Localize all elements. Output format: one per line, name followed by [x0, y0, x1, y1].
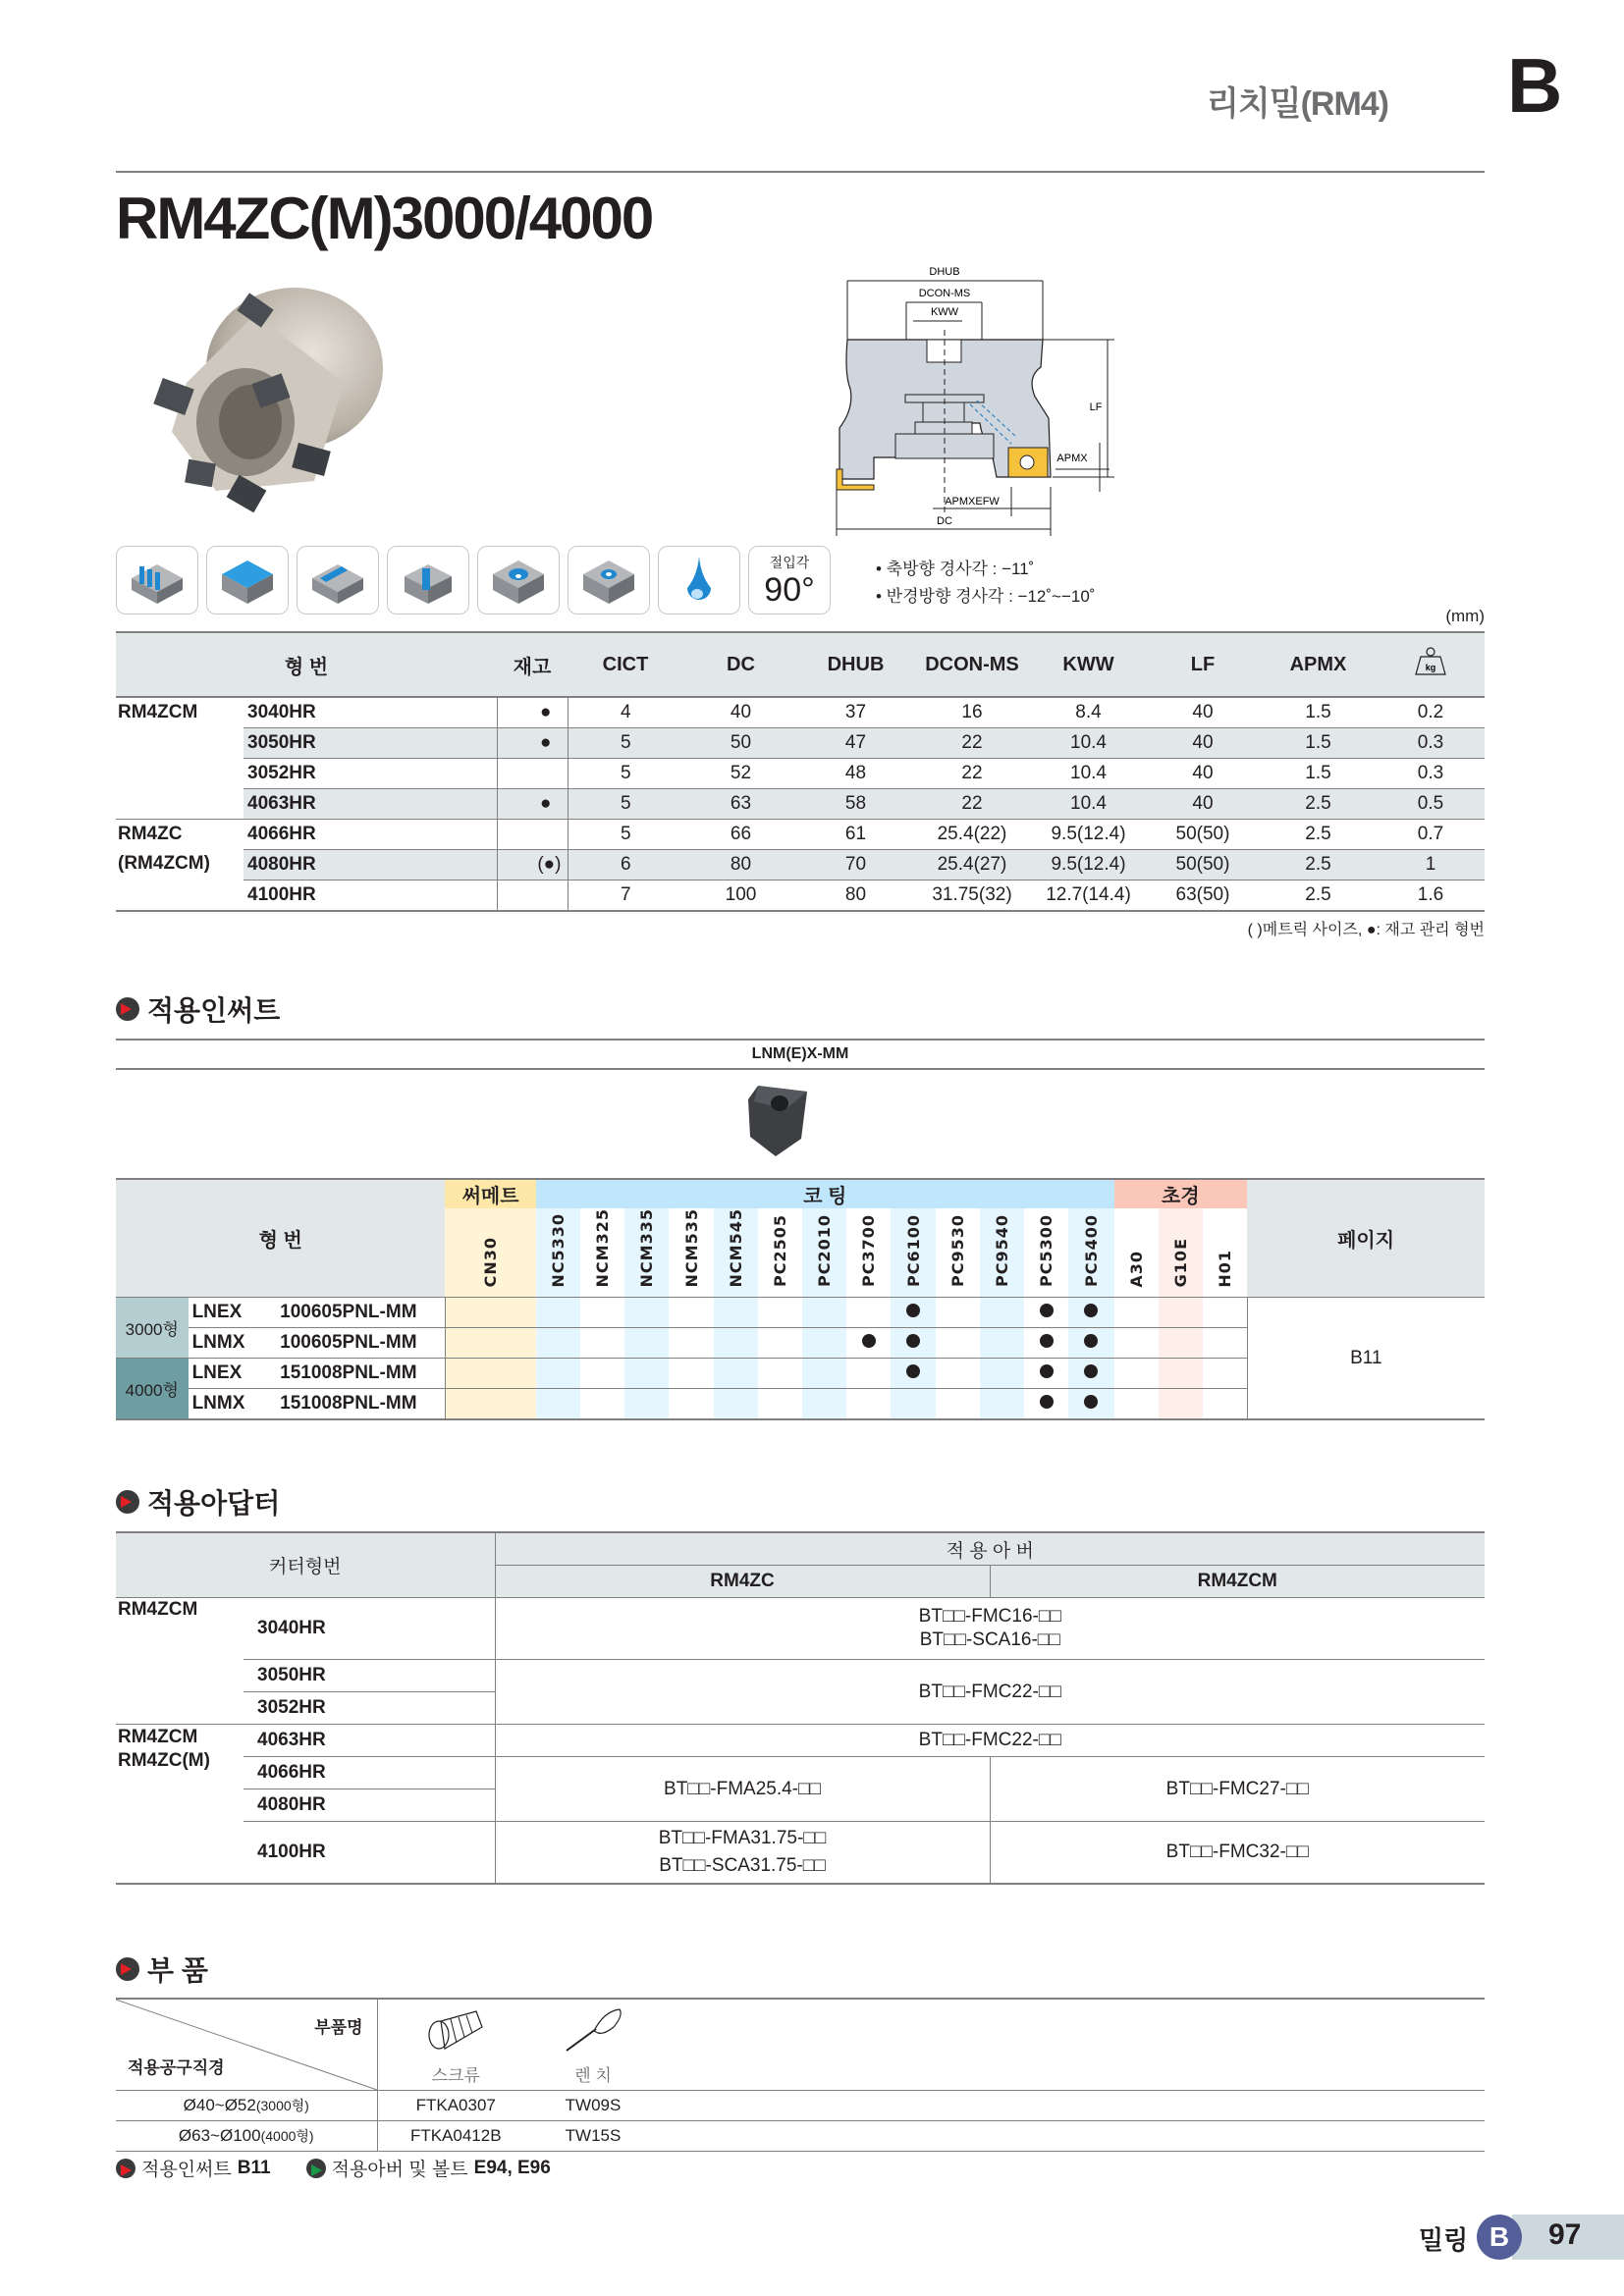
grade-col-ncm535: NCM535 — [669, 1208, 713, 1298]
grade-cell — [758, 1389, 802, 1420]
grade-cell — [1203, 1328, 1247, 1359]
spec-dc: 100 — [683, 881, 798, 912]
grade-cell — [758, 1328, 802, 1359]
grade-cell — [1068, 1298, 1113, 1328]
spec-dhub: 80 — [798, 881, 913, 912]
header-dcon: DCON-MS — [913, 632, 1031, 697]
page-title: RM4ZC(M)3000/4000 — [116, 186, 653, 251]
grade-cell — [536, 1328, 580, 1359]
insert-prefix: LNMX — [189, 1328, 281, 1359]
insert-prefix: LNEX — [189, 1359, 281, 1389]
grade-col-pc2505: PC2505 — [758, 1208, 802, 1298]
header-stock: 재고 — [497, 632, 568, 697]
grade-cell — [580, 1328, 624, 1359]
insert-code: 151008PNL-MM — [280, 1389, 445, 1420]
spec-lf: 40 — [1146, 789, 1260, 820]
adapter-model: 4066HR — [244, 1757, 495, 1789]
adapter-model: 4063HR — [244, 1725, 495, 1757]
spec-cict: 6 — [568, 850, 683, 881]
wrench-header — [534, 1999, 652, 2091]
adapter-heading-text: 적용아답터 — [147, 1488, 281, 1519]
spec-dc: 50 — [683, 728, 798, 759]
spec-stock: ● — [497, 789, 568, 820]
header-weight — [1377, 632, 1485, 697]
grade-cell — [624, 1328, 669, 1359]
spec-weight: 0.2 — [1377, 697, 1485, 728]
grade-cell — [1114, 1389, 1159, 1420]
parts-type: (4000형) — [260, 2128, 314, 2144]
grade-col-a30: A30 — [1114, 1208, 1159, 1298]
parts-section-heading — [116, 1949, 208, 1989]
insert-row — [116, 1298, 1485, 1328]
grade-cell — [980, 1359, 1024, 1389]
spec-cict: 5 — [568, 759, 683, 789]
grade-col-g10e: G10E — [1159, 1208, 1203, 1298]
spec-row — [116, 759, 1485, 789]
grade-cell — [714, 1328, 758, 1359]
grade-cell — [980, 1389, 1024, 1420]
spec-apmx: 2.5 — [1260, 881, 1377, 912]
grade-cell — [669, 1359, 713, 1389]
spec-dc: 66 — [683, 820, 798, 850]
grade-cell — [669, 1389, 713, 1420]
grade-cell — [802, 1298, 846, 1328]
grade-cell — [846, 1298, 891, 1328]
grade-col-pc5400: PC5400 — [1068, 1208, 1113, 1298]
availability-dot — [1040, 1334, 1054, 1348]
spec-dhub: 48 — [798, 759, 913, 789]
series-cell: RM4ZC (RM4ZCM) — [116, 820, 244, 912]
grade-cell — [1114, 1298, 1159, 1328]
parts-table — [116, 1998, 1485, 2152]
grade-cell — [714, 1298, 758, 1328]
ref-arbor-pages[interactable]: E94, E96 — [473, 2157, 551, 2178]
grade-cell — [980, 1298, 1024, 1328]
header-dhub: DHUB — [798, 632, 913, 697]
spec-apmx: 1.5 — [1260, 697, 1377, 728]
spec-cict: 5 — [568, 728, 683, 759]
ref-insert-page[interactable]: B11 — [237, 2157, 271, 2178]
label-dc: DC — [937, 515, 952, 527]
grade-cell — [1068, 1359, 1113, 1389]
arbor-cell: BT□□-FMA25.4-□□ — [495, 1757, 990, 1822]
coolant-drop-icon — [658, 546, 740, 614]
section-arrow-icon — [116, 1957, 139, 1981]
insert-group: 3000형 — [116, 1298, 189, 1359]
footer-references — [116, 2155, 551, 2181]
spec-dcon: 31.75(32) — [913, 881, 1031, 912]
model-cell: 4100HR — [244, 881, 497, 912]
grade-cell — [580, 1298, 624, 1328]
spec-dcon: 22 — [913, 759, 1031, 789]
grade-cell — [936, 1359, 980, 1389]
grade-col-cn30: CN30 — [445, 1208, 536, 1298]
insert-code: 151008PNL-MM — [280, 1359, 445, 1389]
svg-text:kg: kg — [1425, 663, 1436, 672]
grade-header-page: 페이지 — [1247, 1179, 1485, 1298]
spec-lf: 40 — [1146, 697, 1260, 728]
parts-screw: FTKA0412B — [377, 2121, 534, 2152]
grade-col-nc5330: NC5330 — [536, 1208, 580, 1298]
grade-col-ncm325: NCM325 — [580, 1208, 624, 1298]
spec-kww: 9.5(12.4) — [1031, 850, 1146, 881]
spec-apmx: 2.5 — [1260, 789, 1377, 820]
grade-header-model: 형 번 — [116, 1179, 445, 1298]
helical-hole-icon — [477, 546, 560, 614]
availability-dot — [1040, 1304, 1054, 1317]
grade-cell — [1024, 1328, 1068, 1359]
grade-cell — [758, 1298, 802, 1328]
footer-section-label: 밀링 — [1419, 2225, 1469, 2255]
radial-rake: • 반경방향 경사각 : −12˚~−10˚ — [876, 587, 1096, 606]
part-name-header: 부품명 — [314, 2018, 363, 2037]
entry-angle-box — [748, 546, 831, 614]
spec-kww: 10.4 — [1031, 759, 1146, 789]
grade-cell — [891, 1298, 935, 1328]
axial-rake: • 축방향 경사각 : −11˚ — [876, 560, 1035, 578]
spec-weight: 0.7 — [1377, 820, 1485, 850]
pocket-icon — [387, 546, 469, 614]
diameter-header: 적용공구직경 — [128, 2058, 225, 2077]
spec-dhub: 61 — [798, 820, 913, 850]
parts-range: Ø40~Ø52 — [183, 2096, 256, 2114]
label-lf: LF — [1089, 401, 1103, 413]
screw-label: 스크류 — [431, 2066, 480, 2085]
arbor-header: 적 용 아 버 — [495, 1532, 1485, 1566]
grade-col-pc3700: PC3700 — [846, 1208, 891, 1298]
header-divider — [116, 171, 1485, 173]
grade-cell — [536, 1359, 580, 1389]
spec-weight: 0.5 — [1377, 789, 1485, 820]
grade-cell — [1114, 1328, 1159, 1359]
spec-dc: 40 — [683, 697, 798, 728]
parts-wrench: TW15S — [534, 2121, 652, 2152]
grade-cell — [758, 1359, 802, 1389]
availability-dot — [906, 1334, 920, 1348]
grade-cell — [846, 1328, 891, 1359]
application-icons — [116, 546, 831, 614]
grade-cell — [1159, 1389, 1203, 1420]
grade-cell — [536, 1298, 580, 1328]
insert-group: 4000형 — [116, 1359, 189, 1420]
grade-cell — [624, 1298, 669, 1328]
grade-cell — [445, 1328, 536, 1359]
adapter-series-group: RM4ZCM RM4ZC(M) — [116, 1725, 244, 1885]
grade-cell — [1159, 1359, 1203, 1389]
grade-cell — [714, 1389, 758, 1420]
spec-kww: 8.4 — [1031, 697, 1146, 728]
spec-row — [116, 850, 1485, 881]
unit-label: (mm) — [1445, 607, 1485, 625]
spec-cict: 5 — [568, 789, 683, 820]
spec-lf: 40 — [1146, 759, 1260, 789]
spec-apmx: 1.5 — [1260, 759, 1377, 789]
cutter-photo — [147, 275, 393, 520]
grade-cell — [980, 1328, 1024, 1359]
entry-angle-value: 90° — [764, 571, 815, 609]
spec-apmx: 2.5 — [1260, 850, 1377, 881]
adapter-table — [116, 1531, 1485, 1885]
spec-kww: 10.4 — [1031, 789, 1146, 820]
slot-step-icon — [297, 546, 379, 614]
spec-kww: 10.4 — [1031, 728, 1146, 759]
spec-lf: 50(50) — [1146, 820, 1260, 850]
grade-cell — [669, 1298, 713, 1328]
spec-kww: 9.5(12.4) — [1031, 820, 1146, 850]
grade-cell — [445, 1389, 536, 1420]
arbor-cell: BT□□-FMC22-□□ — [495, 1660, 1485, 1725]
arbor-cell: BT□□-FMC16-□□ BT□□-SCA16-□□ — [495, 1598, 1485, 1660]
parts-diagonal-header — [116, 1999, 377, 2091]
spec-weight: 0.3 — [1377, 728, 1485, 759]
adapter-section-heading — [116, 1482, 280, 1522]
parts-row — [116, 2121, 1485, 2152]
header-kww: KWW — [1031, 632, 1146, 697]
header-apmx: APMX — [1260, 632, 1377, 697]
adapter-model: 3052HR — [244, 1692, 495, 1725]
adapter-series-rm4zcm: RM4ZCM — [118, 1599, 198, 1620]
header-lf: LF — [1146, 632, 1260, 697]
spec-row — [116, 697, 1485, 728]
adapter-model: 3050HR — [244, 1660, 495, 1692]
grade-cell — [624, 1389, 669, 1420]
grade-cell — [536, 1389, 580, 1420]
grade-cell — [936, 1298, 980, 1328]
spec-lf: 63(50) — [1146, 881, 1260, 912]
grade-cell — [891, 1389, 935, 1420]
availability-dot — [1084, 1364, 1098, 1378]
spec-stock: ● — [497, 697, 568, 728]
spec-row — [116, 728, 1485, 759]
grade-col-h01: H01 — [1203, 1208, 1247, 1298]
ref-insert-label[interactable]: 적용인써트 — [141, 2160, 232, 2180]
footer-section-badge: B — [1477, 2215, 1522, 2260]
grade-cell — [1203, 1389, 1247, 1420]
grade-col-ncm545: NCM545 — [714, 1208, 758, 1298]
spec-dcon: 16 — [913, 697, 1031, 728]
spec-dc: 52 — [683, 759, 798, 789]
spec-stock: ● — [497, 728, 568, 759]
section-arrow-icon — [116, 997, 139, 1021]
label-apmxefw: APMXEFW — [945, 496, 1000, 507]
grade-cell — [1024, 1298, 1068, 1328]
grade-cell — [802, 1359, 846, 1389]
grade-cell — [936, 1389, 980, 1420]
ref-arrow-icon — [116, 2159, 135, 2178]
screw-icon — [421, 2005, 490, 2056]
grade-cell — [846, 1389, 891, 1420]
ref-arrow-green-icon — [306, 2159, 326, 2178]
section-title: 리치밀(RM4) — [1207, 85, 1388, 123]
spec-dc: 80 — [683, 850, 798, 881]
grade-col-pc2010: PC2010 — [802, 1208, 846, 1298]
spec-dhub: 47 — [798, 728, 913, 759]
spec-lf: 40 — [1146, 728, 1260, 759]
adapter-model: 4100HR — [244, 1822, 495, 1885]
availability-dot — [1040, 1364, 1054, 1378]
availability-dot — [862, 1334, 876, 1348]
group-coating: 코 팅 — [536, 1179, 1114, 1208]
grade-cell — [624, 1359, 669, 1389]
adapter-model: 3040HR — [244, 1598, 495, 1660]
label-apmx: APMX — [1056, 453, 1088, 464]
face-milling-icon — [206, 546, 289, 614]
spec-table — [116, 631, 1485, 912]
insert-section-heading — [116, 989, 280, 1029]
header-cict: CICT — [568, 632, 683, 697]
insert-photo — [746, 1080, 815, 1160]
parts-heading-text: 부 품 — [147, 1955, 208, 1986]
grade-col-pc5300: PC5300 — [1024, 1208, 1068, 1298]
arbor-cell: BT□□-FMC32-□□ — [990, 1822, 1485, 1885]
spec-apmx: 1.5 — [1260, 728, 1377, 759]
grade-cell — [445, 1359, 536, 1389]
grade-cell — [1203, 1298, 1247, 1328]
spec-stock — [497, 759, 568, 789]
section-letter: B — [1507, 42, 1563, 129]
grade-cell — [891, 1359, 935, 1389]
spec-dcon: 25.4(22) — [913, 820, 1031, 850]
grade-cell — [669, 1328, 713, 1359]
wrench-label: 렌 치 — [574, 2066, 612, 2085]
group-cermet: 써메트 — [445, 1179, 536, 1208]
spec-dcon: 22 — [913, 789, 1031, 820]
grade-cell — [1068, 1389, 1113, 1420]
availability-dot — [906, 1364, 920, 1378]
spec-cict: 5 — [568, 820, 683, 850]
spec-stock — [497, 820, 568, 850]
model-cell: 4066HR — [244, 820, 497, 850]
grade-col-pc9530: PC9530 — [936, 1208, 980, 1298]
adapter-model: 4080HR — [244, 1789, 495, 1822]
page-number: 97 — [1548, 2218, 1582, 2251]
grade-cell — [1159, 1328, 1203, 1359]
insert-heading-text: 적용인써트 — [147, 995, 281, 1026]
spec-dc: 63 — [683, 789, 798, 820]
spec-row — [116, 881, 1485, 912]
insert-code: 100605PNL-MM — [280, 1298, 445, 1328]
label-dhub: DHUB — [929, 266, 960, 278]
insert-code: 100605PNL-MM — [280, 1328, 445, 1359]
grade-cell — [1024, 1389, 1068, 1420]
insert-name-bar: LNM(E)X-MM — [116, 1039, 1485, 1070]
grade-cell — [580, 1389, 624, 1420]
rake-angles — [876, 556, 1095, 611]
spec-weight: 0.3 — [1377, 759, 1485, 789]
grade-col-pc9540: PC9540 — [980, 1208, 1024, 1298]
availability-dot — [1084, 1334, 1098, 1348]
availability-dot — [1084, 1395, 1098, 1409]
parts-row — [116, 2091, 1485, 2121]
weight-kg-icon — [1414, 647, 1447, 676]
header-dc: DC — [683, 632, 798, 697]
spec-cict: 4 — [568, 697, 683, 728]
spec-weight: 1.6 — [1377, 881, 1485, 912]
grade-table — [116, 1178, 1485, 1420]
group-cbn: 초경 — [1114, 1179, 1248, 1208]
spec-apmx: 2.5 — [1260, 820, 1377, 850]
spec-dcon: 22 — [913, 728, 1031, 759]
entry-angle-label: 절입각 — [769, 555, 810, 570]
section-arrow-icon — [116, 1490, 139, 1514]
cutter-header: 커터형번 — [116, 1532, 495, 1598]
grade-cell — [580, 1359, 624, 1389]
spec-dcon: 25.4(27) — [913, 850, 1031, 881]
arbor-cell: BT□□-FMC27-□□ — [990, 1757, 1485, 1822]
spec-kww: 12.7(14.4) — [1031, 881, 1146, 912]
availability-dot — [1084, 1304, 1098, 1317]
parts-range: Ø63~Ø100 — [178, 2126, 261, 2145]
screw-header — [377, 1999, 534, 2091]
grade-col-pc6100: PC6100 — [891, 1208, 935, 1298]
grade-cell — [1068, 1328, 1113, 1359]
dimension-diagram — [815, 251, 1139, 536]
parts-type: (3000형) — [255, 2098, 309, 2113]
grade-cell — [846, 1359, 891, 1389]
grade-cell — [714, 1359, 758, 1389]
model-cell: 3050HR — [244, 728, 497, 759]
label-kww: KWW — [930, 306, 959, 318]
spec-lf: 50(50) — [1146, 850, 1260, 881]
grade-col-ncm335: NCM335 — [624, 1208, 669, 1298]
spec-row — [116, 820, 1485, 850]
model-cell: 4080HR — [244, 850, 497, 881]
header-model: 형 번 — [116, 632, 497, 697]
spec-row — [116, 789, 1485, 820]
grade-cell — [1159, 1298, 1203, 1328]
insert-prefix: LNMX — [189, 1389, 281, 1420]
col-rm4zcm: RM4ZCM — [990, 1566, 1485, 1598]
model-cell: 4063HR — [244, 789, 497, 820]
ramping-hole-icon — [568, 546, 650, 614]
parts-screw: FTKA0307 — [377, 2091, 534, 2121]
model-cell: 3040HR — [244, 697, 497, 728]
availability-dot — [1040, 1395, 1054, 1409]
grade-cell — [936, 1328, 980, 1359]
insert-prefix: LNEX — [189, 1298, 281, 1328]
grade-cell — [891, 1328, 935, 1359]
wrench-icon — [559, 2005, 627, 2056]
shoulder-milling-icon — [116, 546, 198, 614]
ref-arbor-label[interactable]: 적용아버 및 볼트 — [331, 2160, 468, 2180]
col-rm4zc: RM4ZC — [495, 1566, 990, 1598]
spec-note: ( )메트릭 사이즈, ●: 재고 관리 형번 — [1247, 922, 1485, 938]
grade-cell — [445, 1298, 536, 1328]
spec-stock: (●) — [497, 850, 568, 881]
grade-cell — [1203, 1359, 1247, 1389]
model-cell: 3052HR — [244, 759, 497, 789]
series-cell: RM4ZCM — [116, 697, 244, 820]
spec-cict: 7 — [568, 881, 683, 912]
arbor-cell: BT□□-FMA31.75-□□ BT□□-SCA31.75-□□ — [495, 1822, 990, 1885]
spec-dhub: 70 — [798, 850, 913, 881]
grade-cell — [802, 1328, 846, 1359]
spec-weight: 1 — [1377, 850, 1485, 881]
label-dcon: DCON-MS — [918, 288, 971, 299]
grade-cell — [1024, 1359, 1068, 1389]
grade-cell — [802, 1389, 846, 1420]
arbor-cell: BT□□-FMC22-□□ — [495, 1725, 1485, 1757]
spec-dhub: 58 — [798, 789, 913, 820]
grade-cell — [1114, 1359, 1159, 1389]
spec-stock — [497, 881, 568, 912]
insert-page-ref[interactable]: B11 — [1247, 1298, 1485, 1420]
parts-wrench: TW09S — [534, 2091, 652, 2121]
availability-dot — [906, 1304, 920, 1317]
spec-dhub: 37 — [798, 697, 913, 728]
